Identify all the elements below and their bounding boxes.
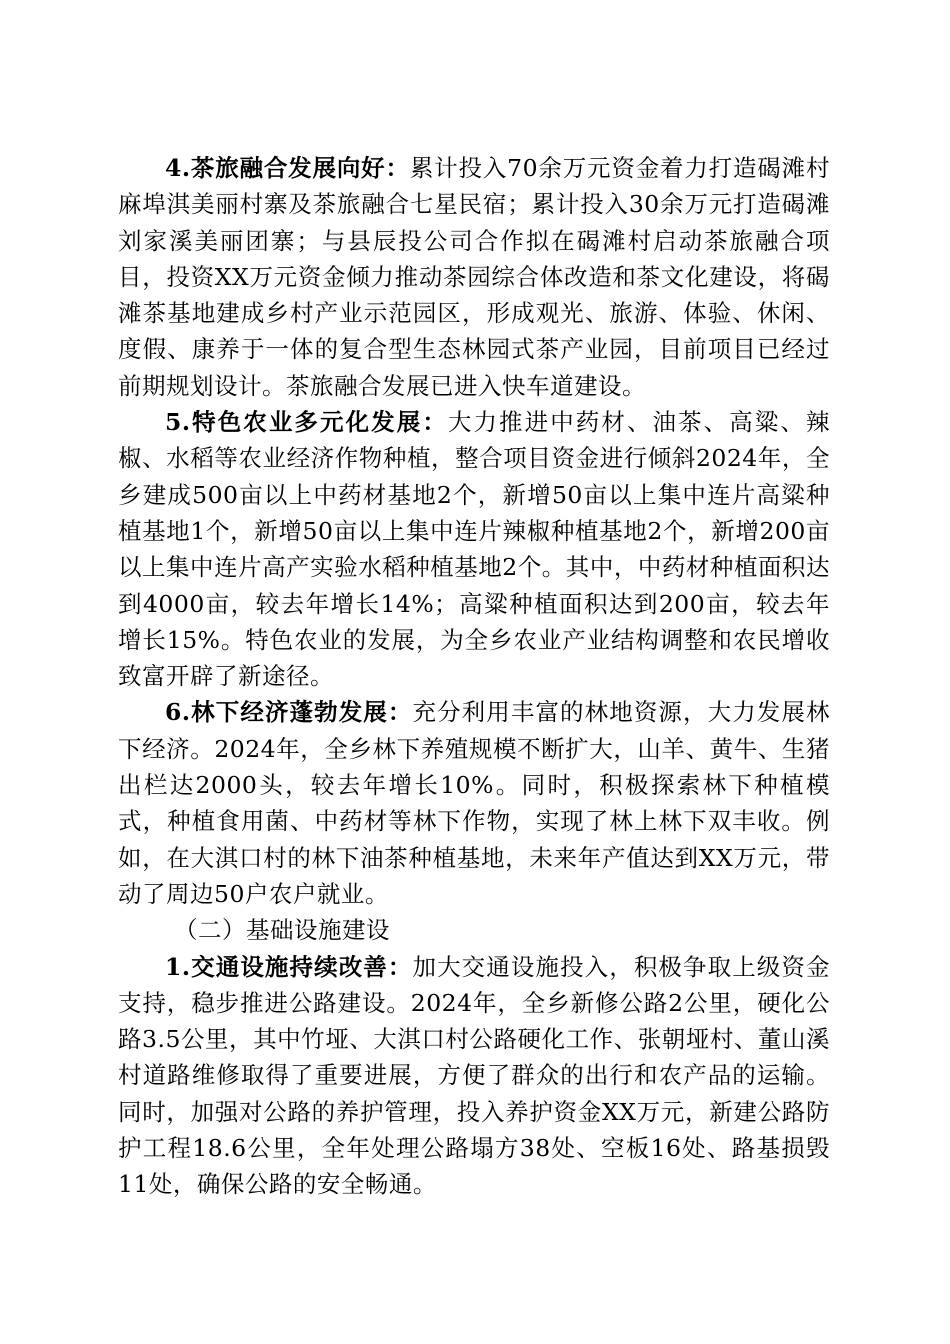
paragraph-heading: 1.交通设施持续改善： [165,952,413,981]
document-body [118,150,830,1203]
paragraph-body: 大力推进中药材、油茶、高粱、辣椒、水稻等农业经济作物种植，整合项目资金进行倾斜2024年，全乡建成500亩以上中药材基地2个，新增50亩以上集中连片高粱种植基地1个，新增50亩以上集中连片辣椒种植基地2个，新增200亩以上集中连片高产实验水稻种植基地2个。其中，中药材种植面积达到4000亩，较去年增长14%；高粱种植面积达到200亩，较去年增长15%。特色农业的发展，为全乡农业产业结构调整和农民增收致富开辟了新途径。 [118,408,830,691]
paragraph-forest-economy [118,694,830,912]
section-title: （二）基础设施建设 [174,916,390,945]
paragraph-body: 充分利用丰富的林地资源，大力发展林下经济。2024年，全乡林下养殖规模不断扩大，山羊、黄牛、生猪出栏达2000头，较去年增长10%。同时，积极探索林下种植模式，种植食用菌、中药材等林下作物，实现了林上林下双丰收。例如，在大淇口村的林下油茶种植基地，未来年产值达到XX万元，带动了周边50户农户就业。 [118,698,830,908]
paragraph-body: 加大交通设施投入，积极争取上级资金支持，稳步推进公路建设。2024年，全乡新修公路2公里，硬化公路3.5公里，其中竹垭、大淇口村公路硬化工作、张朝垭村、董山溪村道路维修取得了重要进展，方便了群众的出行和农产品的运输。同时，加强对公路的养护管理，投入养护资金XX万元，新建公路防护工程18.6公里，全年处理公路塌方38处、空板16处、路基损毁11处，确保公路的安全畅通。 [118,952,830,1199]
paragraph-specialty-agriculture [118,404,830,694]
paragraph-tea-tourism [118,150,830,404]
paragraph-transport [118,949,830,1203]
paragraph-heading: 6.林下经济蓬勃发展： [165,698,413,727]
paragraph-body: 累计投入70余万元资金着力打造碣滩村麻埠淇美丽村寨及茶旅融合七星民宿；累计投入30余万元打造碣滩刘家溪美丽团寨；与县辰投公司合作拟在碣滩村启动茶旅融合项目，投资XX万元资金倾力推动茶园综合体改造和茶文化建设，将碣滩茶基地建成乡村产业示范园区，形成观光、旅游、体验、休闲、度假、康养于一体的复合型生态林园式茶产业园，目前项目已经过前期规划设计。茶旅融合发展已进入快车道建设。 [118,154,830,400]
paragraph-heading: 5.特色农业多元化发展： [165,408,448,437]
paragraph-heading: 4.茶旅融合发展向好： [165,154,410,182]
